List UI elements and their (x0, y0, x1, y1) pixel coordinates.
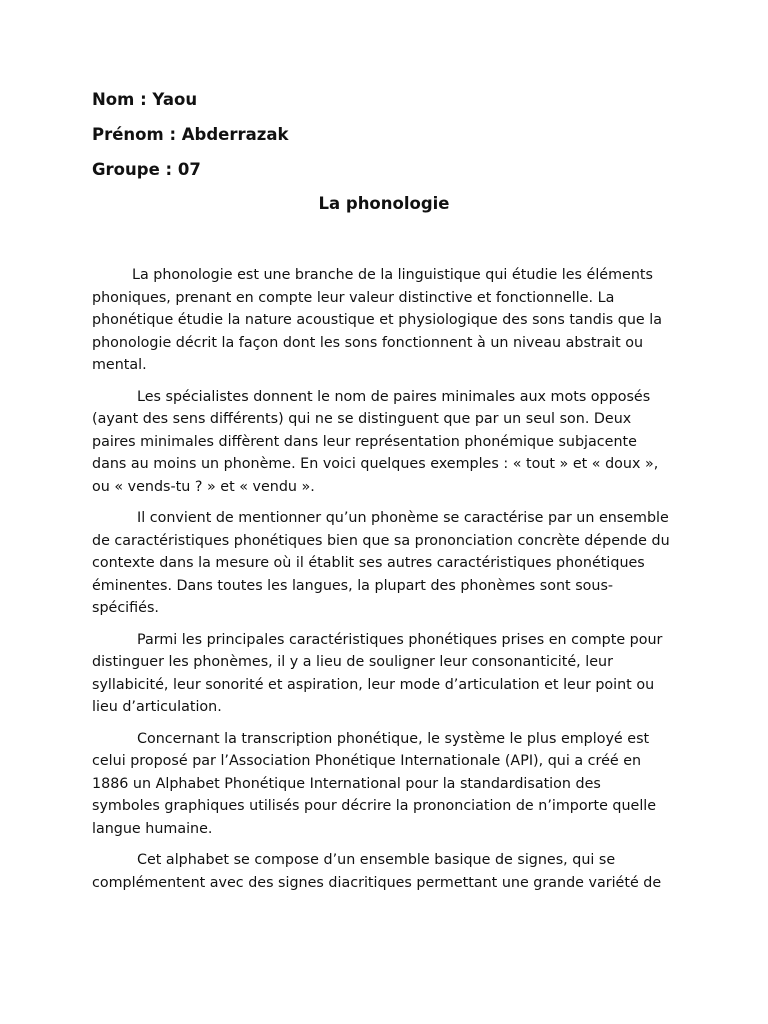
document-body (92, 264, 672, 903)
student-last-name: Nom : Yaou (92, 90, 198, 109)
document-title: La phonologie (318, 194, 450, 213)
student-group: Groupe : 07 (92, 160, 201, 179)
student-first-name: Prénom : Abderrazak (92, 125, 289, 144)
paragraph-2: Les spécialistes donnent le nom de paires minimales aux mots opposés (ayant des sens différents) qui ne se distinguent que par un seul son. Deux paires minimales diffèrent dans leur représentation phonémique subjacente dans au moins un phonème. En voici quelques exemples : « tout » et « doux », ou « vends-tu ? » et « vendu ». (92, 388, 659, 495)
paragraph-5: Concernant la transcription phonétique, le système le plus employé est celui proposé par l’Association Phonétique Internationale (API), qui a créé en 1886 un Alphabet Phonétique International pour la standardisation des symboles graphiques utilisés pour décrire la prononciation de n’importe quelle langue humaine. (92, 730, 657, 837)
paragraph-4: Parmi les principales caractéristiques phonétiques prises en compte pour distinguer les phonèmes, il y a lieu de souligner leur consonanticité, leur syllabicité, leur sonorité et aspiration, leur mode d’articulation et leur point ou lieu d’articulation. (92, 631, 663, 715)
paragraph-6: Cet alphabet se compose d’un ensemble basique de signes, qui se complémentent avec des signes diacritiques permettant une grande variété de (92, 852, 662, 891)
paragraph-3: Il convient de mentionner qu’un phonème se caractérise par un ensemble de caractéristiques phonétiques bien que sa prononciation concrète dépende du contexte dans la mesure où il établit ses autres caractéristiques phonétiques éminentes. Dans toutes les langues, la plupart des phonèmes sont sous-spécifiés. (92, 510, 670, 616)
paragraph-1: La phonologie est une branche de la linguistique qui étudie les éléments phoniques, prenant en compte leur valeur distinctive et fonctionnelle. La phonétique étudie la nature acoustique et physiologique des sons tandis que la phonologie décrit la façon dont les sons fonctionnent à un niveau abstrait ou mental. (92, 267, 662, 373)
